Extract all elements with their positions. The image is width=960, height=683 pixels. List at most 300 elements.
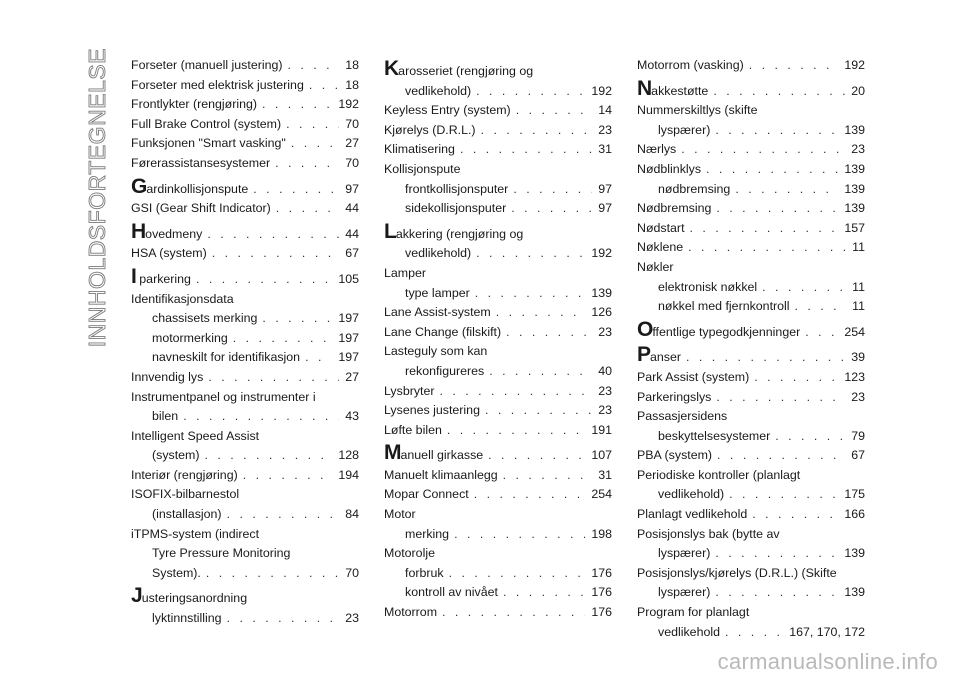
page-number: 67 [851,448,865,463]
index-entry [637,466,865,486]
dot-leader [516,101,593,121]
page-number: 44 [345,201,359,216]
page-number: 192 [591,246,612,261]
entry-text: chassisets merking [152,311,258,326]
entry-term [384,466,498,486]
dot-leader [449,564,586,584]
index-column-3 [637,56,865,642]
index-entry [384,264,612,284]
entry-term [384,401,480,421]
entry-text: System). [152,565,201,580]
page-number: 176 [591,565,612,580]
entry-term [384,57,534,80]
entry-term [152,446,200,466]
entry-text: Intelligent Speed Assist [131,428,260,443]
entry-term [637,219,685,239]
entry-term [405,180,508,200]
entry-term [637,260,673,274]
dot-leader [291,134,339,154]
entry-term [637,527,780,541]
index-entry [637,583,865,603]
index-entry [637,219,865,239]
entry-text: Interiør (rengjøring) [131,467,238,482]
entry-text: frontkollisjonsputer [405,181,509,196]
entry-text: navneskilt for identifikasjon [152,350,301,365]
page-number: 198 [591,526,612,541]
entry-term [131,76,304,96]
dot-leader [795,297,847,317]
entry-term [131,154,270,174]
index-entry [131,544,359,564]
index-entry [384,564,612,584]
dot-leader [286,115,339,135]
index-entry [131,264,359,290]
dot-leader [715,583,838,603]
entry-term [637,56,744,76]
index-entry [131,290,359,310]
index-entry [637,160,865,180]
entry-text: PBA (system) [637,448,713,463]
page-number: 197 [338,311,359,326]
page-number: 31 [598,467,612,482]
entry-text: Motor [384,507,416,522]
dot-leader [481,121,593,141]
index-entry [637,101,865,121]
entry-term [131,264,191,290]
index-entry [384,342,612,362]
index-entry [637,317,865,343]
entry-term [131,134,286,154]
entry-text: lyktinnstilling [152,611,222,626]
entry-text: Innvendig lys [131,369,204,384]
entry-text: Periodiske kontroller (planlagt [637,467,801,482]
page-number: 197 [338,350,359,365]
entry-text: Full Brake Control (system) [131,116,282,131]
page-number: 191 [591,422,612,437]
page-number: 18 [345,58,359,72]
entry-text: Mopar Connect [384,487,469,502]
index-entry [384,505,612,525]
entry-term [658,485,724,505]
page-number: 23 [598,403,612,418]
page-number: 139 [844,546,865,561]
entry-text: Nummerskiltlys (skifte [637,103,758,118]
page-number: 39 [851,350,865,365]
entry-term [152,309,257,329]
index-entry [384,466,612,486]
entry-term [131,368,203,388]
page-number: 11 [852,279,865,294]
dot-leader [690,219,839,239]
dot-leader [205,446,333,466]
index-entry [637,446,865,466]
index-entry [131,244,359,264]
page-number: 27 [345,369,359,384]
index-entry [131,609,359,629]
index-entry [131,446,359,466]
entry-text: Keyless Entry (system) [384,103,511,118]
dot-leader [305,348,332,368]
section-letter: P [637,343,651,367]
entry-text: Posisjonslys bak (bytte av [637,526,780,541]
index-entry [131,95,359,115]
index-entry [131,485,359,505]
dot-leader [762,278,846,298]
page-number: 23 [851,389,865,404]
page-number: 43 [345,409,359,424]
entry-text: usteringsanordning [141,591,248,606]
index-entry [131,564,359,584]
index-entry [637,258,865,278]
index-entry [637,278,865,298]
entry-text: Motorolje [384,546,435,561]
entry-term [384,303,491,323]
dot-leader [233,329,333,349]
index-entry [637,388,865,408]
index-entry [384,525,612,545]
index-entry [637,180,865,200]
entry-term [131,244,207,264]
dot-leader [454,525,585,545]
entry-term [131,219,203,245]
page-number: 23 [598,122,612,137]
page-number: 254 [591,487,612,502]
entry-text: iTPMS-system (indirect [131,526,260,541]
entry-text: Nøkler [637,259,674,274]
entry-text: Nødstart [637,220,685,235]
entry-term [658,297,790,317]
dot-leader [275,154,339,174]
index-entry [131,199,359,219]
page-number: 139 [591,285,612,300]
page-number: 192 [338,97,359,112]
entry-text: Nødblinklys [637,161,702,176]
index-entry [384,284,612,304]
entry-term [131,527,259,541]
index-entry [637,544,865,564]
page-number: 67 [345,246,359,261]
dot-leader [506,323,592,343]
index-entry [384,583,612,603]
dot-leader [206,564,339,584]
entry-term [384,323,501,343]
page-number: 123 [844,369,865,384]
section-letter: O [637,317,653,341]
entry-text: (system) [152,448,200,463]
index-entry [384,101,612,121]
index-entry [637,505,865,525]
entry-text: Instrumentpanel og instrumenter i [131,389,316,404]
page-number: 20 [851,83,865,98]
dot-leader [276,199,339,219]
entry-text: Lysbryter [384,383,435,398]
dot-leader [713,82,845,102]
dot-leader [475,284,586,304]
dot-leader [474,485,586,505]
entry-term [637,76,709,102]
entry-text: type lamper [405,285,470,300]
dot-leader [253,180,339,200]
index-entry [131,466,359,486]
dot-leader [686,348,845,368]
index-entry [131,174,359,200]
page-number: 27 [345,136,359,151]
page-number: 79 [851,428,865,443]
page-number: 166 [844,507,865,522]
page-number: 105 [338,271,359,286]
entry-term [637,199,711,219]
index-entry [637,485,865,505]
page-number: 107 [591,448,612,463]
entry-term [384,219,524,243]
entry-term [637,345,681,368]
entry-term [637,103,757,117]
page-number: 97 [598,181,612,196]
section-letter: J [131,584,142,608]
index-entry [384,82,612,102]
index-entry [384,121,612,141]
index-entry [384,443,612,466]
page-number: 128 [338,448,359,463]
index-entry [131,388,359,408]
entry-text: Identifikasjonsdata [131,291,234,306]
index-entry [637,525,865,545]
entry-term [384,603,437,623]
index-entry [637,427,865,447]
entry-text: elektronisk nøkkel [658,279,758,294]
dot-leader [243,466,333,486]
entry-text: Nærlys [637,142,677,157]
section-letter: H [131,219,146,243]
page-number: 192 [591,83,612,98]
index-entry [637,297,865,317]
entry-text: nødbremsing [658,181,731,196]
section-letter: K [384,57,399,80]
page-number: 70 [345,155,359,170]
entry-text: anuell girkasse [400,448,484,463]
entry-text: Forseter med elektrisk justering [131,77,304,92]
entry-term [637,238,683,258]
page-number: 84 [345,507,359,522]
section-letter: I [131,264,136,288]
index-entry [384,199,612,219]
entry-term [405,583,498,603]
entry-term [131,487,239,501]
entry-text: sidekollisjonsputer [405,201,507,216]
entry-text: nøkkel med fjernkontroll [658,299,790,314]
entry-text: forbruk [405,565,444,580]
dot-leader [485,401,592,421]
dot-leader [775,427,845,447]
entry-term [384,507,416,521]
page-number: 167, 170, 172 [789,624,865,639]
entry-term [637,368,749,388]
entry-text: Planlagt vedlikehold [637,507,748,522]
entry-term [384,421,442,441]
page-number: 139 [844,122,865,137]
entry-term [384,140,455,160]
page-number: 18 [345,77,359,92]
dot-leader [262,309,332,329]
entry-term [131,199,271,219]
entry-text: Førerassistansesystemer [131,155,271,170]
dot-leader [513,180,592,200]
page-number: 254 [844,324,865,339]
entry-term [384,546,435,560]
dot-leader [212,244,339,264]
entry-term [405,284,470,304]
entry-term [131,56,283,76]
entry-text: GSI (Gear Shift Indicator) [131,201,271,216]
index-entry [637,603,865,623]
entry-term [384,443,483,466]
entry-term [131,466,238,486]
dot-leader [752,505,838,525]
entry-text: vedlikehold) [405,83,472,98]
index-entry [637,199,865,219]
dot-leader [706,160,838,180]
dot-leader [503,466,593,486]
index-entry [637,623,865,643]
entry-term [637,140,676,160]
entry-term [658,427,770,447]
index-entry [384,303,612,323]
entry-term [637,160,701,180]
entry-term [405,199,506,219]
index-entry [384,421,612,441]
entry-text: Lamper [384,265,427,280]
dot-leader [262,95,332,115]
entry-term [131,95,257,115]
entry-text: Parkeringslys [637,389,712,404]
page-number: 139 [844,181,865,196]
index-entry [384,603,612,623]
page-number: 70 [345,116,359,131]
dot-leader [288,56,340,76]
page-number: 139 [844,201,865,216]
index-entry [131,309,359,329]
page-number: 176 [591,585,612,600]
dot-leader [715,121,838,141]
index-entry [131,134,359,154]
index-column-2 [384,56,612,623]
index-entry [384,59,612,82]
entry-text: ffentlige typegodkjenninger [652,324,801,339]
page-number: 194 [338,467,359,482]
entry-term [384,344,487,358]
dot-leader [729,485,838,505]
index-entry [131,586,359,609]
entry-text: Nøklene [637,240,684,255]
index-entry [384,485,612,505]
entry-text: beskyttelsesystemer [658,428,771,443]
entry-term [152,546,290,560]
page-number: 11 [852,299,865,314]
entry-term [384,162,460,176]
entry-term [658,623,720,643]
index-entry [131,76,359,96]
entry-term [152,564,201,584]
watermark[interactable]: carmanualsonline.info [717,649,938,674]
entry-term [152,348,300,368]
entry-term [131,390,316,404]
entry-term [131,584,248,608]
entry-term [637,505,747,525]
entry-term [405,82,471,102]
entry-term [658,544,710,564]
entry-term [384,266,426,280]
entry-term [637,317,801,343]
entry-text: ovedmeny [145,226,203,241]
dot-leader [511,199,592,219]
entry-term [131,292,234,306]
entry-term [637,605,749,619]
page-number: 97 [598,201,612,216]
page-number: 176 [591,605,612,620]
index-entry [637,407,865,427]
entry-text: Kjørelys (D.R.L.) [384,122,476,137]
dot-leader [749,56,839,76]
index-entry [131,368,359,388]
entry-term [131,174,249,200]
section-letter: M [384,441,401,465]
page-number: 139 [844,161,865,176]
page-number: 139 [844,585,865,600]
entry-text: lyspærer) [658,546,711,561]
index-entry [637,368,865,388]
entry-text: Lane Change (filskift) [384,324,502,339]
entry-text: vedlikehold) [658,487,725,502]
entry-text: (installasjon) [152,507,222,522]
dot-leader [196,270,332,290]
entry-term [658,278,757,298]
entry-text: anser [650,350,682,365]
section-letter: G [131,174,147,198]
page-number: 14 [598,103,612,118]
section-letter: N [637,76,652,100]
page-number: 40 [598,363,612,378]
page-number: 192 [844,58,865,72]
index-entry [637,238,865,258]
entry-text: lyspærer) [658,585,711,600]
entry-text: Manuelt klimaanlegg [384,467,498,482]
dot-leader [716,199,838,219]
index-entry [637,56,865,76]
dot-leader [447,421,585,441]
index-entry [384,401,612,421]
index-entry [131,56,359,76]
entry-term [637,468,800,482]
entry-text: parkering [135,271,191,286]
index-entry [384,362,612,382]
index-entry [637,121,865,141]
entry-text: Lysenes justering [384,403,480,418]
entry-text: Funksjonen "Smart vasking" [131,136,286,151]
entry-term [384,382,435,402]
entry-term [131,429,259,443]
entry-text: Lane Assist-system [384,305,491,320]
dot-leader [715,544,838,564]
dot-leader [488,446,585,466]
entry-term [637,409,727,423]
index-entry [637,140,865,160]
index-entry [384,140,612,160]
dot-leader [227,609,340,629]
entry-term [658,121,710,141]
dot-leader [476,244,585,264]
page-number: 23 [598,324,612,339]
entry-term [405,564,444,584]
